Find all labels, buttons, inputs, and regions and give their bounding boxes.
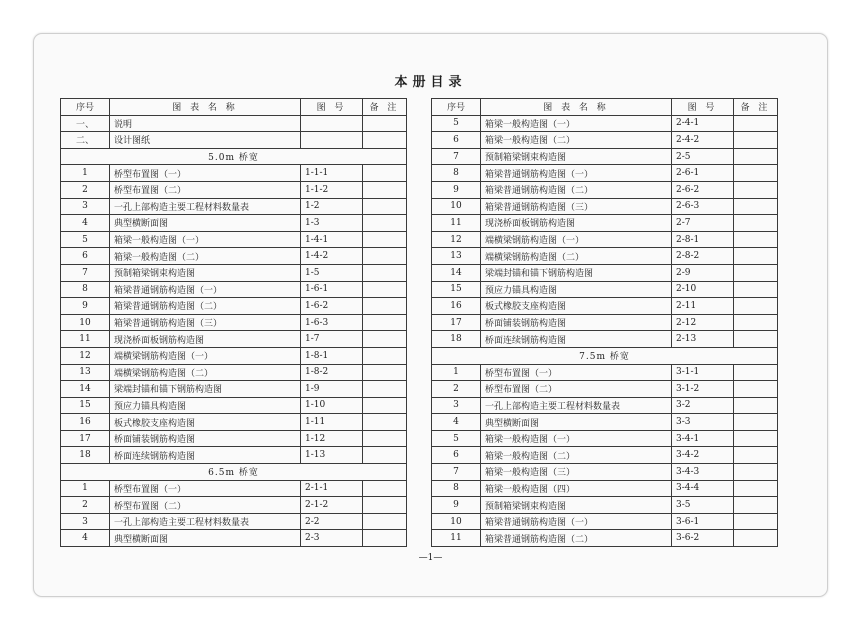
row-number: 5 — [61, 231, 110, 248]
drawing-name: 典型横断面图 — [481, 414, 672, 431]
table-row — [432, 215, 778, 232]
remark-cell — [734, 314, 778, 331]
toc-table-right — [431, 98, 778, 547]
drawing-code: 2-6-1 — [672, 165, 734, 182]
row-number: 6 — [432, 447, 481, 464]
table-row — [61, 264, 407, 281]
drawing-code: 2-13 — [672, 331, 734, 348]
remark-cell — [363, 281, 407, 298]
remark-cell — [363, 364, 407, 381]
remark-cell — [734, 331, 778, 348]
drawing-code: 2-2 — [301, 513, 363, 530]
drawing-name: 箱梁一般构造图（一） — [481, 115, 672, 132]
table-row — [61, 331, 407, 348]
row-number: 8 — [432, 165, 481, 182]
drawing-code: 2-11 — [672, 298, 734, 315]
row-number: 2 — [61, 497, 110, 514]
drawing-name: 箱梁一般构造图（三） — [481, 464, 672, 481]
table-row — [432, 115, 778, 132]
drawing-code: 1-7 — [301, 331, 363, 348]
table-row — [61, 497, 407, 514]
remark-cell — [363, 231, 407, 248]
drawing-name: 箱梁一般构造图（一） — [110, 231, 301, 248]
row-number: 11 — [432, 530, 481, 547]
table-row — [61, 430, 407, 447]
remark-cell — [363, 248, 407, 265]
header-no: 序号 — [432, 99, 481, 116]
drawing-code: 3-6-1 — [672, 513, 734, 530]
remark-cell — [363, 397, 407, 414]
drawing-code: 3-5 — [672, 497, 734, 514]
drawing-name: 箱梁普通钢筋构造图（三） — [481, 198, 672, 215]
table-row — [432, 165, 778, 182]
table-row — [61, 132, 407, 149]
row-number: 9 — [432, 181, 481, 198]
drawing-name: 箱梁一般构造图（二） — [110, 248, 301, 265]
drawing-code: 1-5 — [301, 264, 363, 281]
row-number: 4 — [61, 215, 110, 232]
drawing-code — [301, 115, 363, 132]
row-number: 12 — [432, 231, 481, 248]
drawing-name: 梁端封锚和锚下钢筋构造图 — [110, 381, 301, 398]
row-number: 8 — [61, 281, 110, 298]
drawing-name: 板式橡胶支座构造图 — [110, 414, 301, 431]
drawing-name: 箱梁普通钢筋构造图（三） — [110, 314, 301, 331]
row-number: 一、 — [61, 115, 110, 132]
drawing-code: 3-3 — [672, 414, 734, 431]
remark-cell — [363, 497, 407, 514]
drawing-code — [301, 132, 363, 149]
remark-cell — [363, 530, 407, 547]
drawing-code: 1-13 — [301, 447, 363, 464]
drawing-code: 1-1-1 — [301, 165, 363, 182]
drawing-code: 1-3 — [301, 215, 363, 232]
row-number: 10 — [432, 513, 481, 530]
drawing-name: 说明 — [110, 115, 301, 132]
row-number: 18 — [432, 331, 481, 348]
drawing-name: 端横梁钢筋构造图（一） — [110, 347, 301, 364]
toc-body-right — [432, 115, 778, 546]
header-note: 备 注 — [363, 99, 407, 116]
table-row — [432, 530, 778, 547]
table-row — [432, 198, 778, 215]
drawing-name: 桥型布置图（二） — [481, 381, 672, 398]
drawing-code: 1-9 — [301, 381, 363, 398]
drawing-name: 箱梁普通钢筋构造图（二） — [481, 530, 672, 547]
drawing-code: 3-4-2 — [672, 447, 734, 464]
drawing-code: 1-6-2 — [301, 298, 363, 315]
drawing-code: 2-4-1 — [672, 115, 734, 132]
table-row — [432, 264, 778, 281]
remark-cell — [734, 480, 778, 497]
remark-cell — [734, 298, 778, 315]
drawing-code: 2-1-2 — [301, 497, 363, 514]
table-row — [61, 165, 407, 182]
table-row — [61, 248, 407, 265]
table-row — [61, 381, 407, 398]
table-row — [61, 447, 407, 464]
drawing-code: 3-4-4 — [672, 480, 734, 497]
table-row — [61, 298, 407, 315]
table-row — [61, 181, 407, 198]
drawing-name: 桥面连续钢筋构造图 — [481, 331, 672, 348]
drawing-code: 2-3 — [301, 530, 363, 547]
remark-cell — [363, 215, 407, 232]
remark-cell — [363, 165, 407, 182]
drawing-code: 2-7 — [672, 215, 734, 232]
drawing-name: 一孔上部构造主要工程材料数量表 — [481, 397, 672, 414]
remark-cell — [734, 281, 778, 298]
row-number: 7 — [432, 464, 481, 481]
remark-cell — [734, 248, 778, 265]
row-number: 4 — [432, 414, 481, 431]
row-number: 2 — [61, 181, 110, 198]
row-number: 2 — [432, 381, 481, 398]
remark-cell — [734, 414, 778, 431]
table-row — [61, 314, 407, 331]
row-number: 15 — [61, 397, 110, 414]
row-number: 10 — [432, 198, 481, 215]
section-heading: 7.5m 桥宽 — [432, 347, 778, 364]
table-row — [432, 314, 778, 331]
drawing-code: 2-8-1 — [672, 231, 734, 248]
drawing-name: 桥面铺装钢筋构造图 — [481, 314, 672, 331]
row-number: 3 — [61, 198, 110, 215]
remark-cell — [734, 397, 778, 414]
row-number: 5 — [432, 430, 481, 447]
remark-cell — [734, 132, 778, 149]
toc-table-left — [60, 98, 407, 547]
remark-cell — [734, 231, 778, 248]
row-number: 15 — [432, 281, 481, 298]
drawing-code: 1-8-1 — [301, 347, 363, 364]
table-row — [432, 132, 778, 149]
drawing-name: 预制箱梁钢束构造图 — [110, 264, 301, 281]
drawing-name: 典型横断面图 — [110, 215, 301, 232]
drawing-name: 预应力锚具构造图 — [481, 281, 672, 298]
drawing-name: 箱梁普通钢筋构造图（一） — [481, 513, 672, 530]
row-number: 14 — [61, 381, 110, 398]
drawing-name: 箱梁一般构造图（四） — [481, 480, 672, 497]
remark-cell — [363, 430, 407, 447]
remark-cell — [734, 530, 778, 547]
table-row — [61, 215, 407, 232]
drawing-name: 箱梁一般构造图（二） — [481, 447, 672, 464]
drawing-name: 端横梁钢筋构造图（二） — [481, 248, 672, 265]
row-number: 7 — [61, 264, 110, 281]
drawing-code: 3-1-1 — [672, 364, 734, 381]
drawing-code: 1-12 — [301, 430, 363, 447]
drawing-name: 箱梁普通钢筋构造图（二） — [481, 181, 672, 198]
drawing-code: 1-8-2 — [301, 364, 363, 381]
drawing-name: 预制箱梁钢束构造图 — [481, 148, 672, 165]
remark-cell — [734, 115, 778, 132]
drawing-code: 1-6-3 — [301, 314, 363, 331]
drawing-code: 2-9 — [672, 264, 734, 281]
table-row — [61, 281, 407, 298]
row-number: 17 — [61, 430, 110, 447]
row-number: 17 — [432, 314, 481, 331]
drawing-name: 端横梁钢筋构造图（一） — [481, 231, 672, 248]
drawing-code: 3-4-3 — [672, 464, 734, 481]
drawing-code: 1-10 — [301, 397, 363, 414]
table-row — [432, 148, 778, 165]
drawing-name: 桥面铺装钢筋构造图 — [110, 430, 301, 447]
row-number: 18 — [61, 447, 110, 464]
remark-cell — [734, 447, 778, 464]
remark-cell — [734, 264, 778, 281]
row-number: 12 — [61, 347, 110, 364]
drawing-name: 桥面连续钢筋构造图 — [110, 447, 301, 464]
row-number: 6 — [61, 248, 110, 265]
table-row — [432, 231, 778, 248]
drawing-name: 箱梁普通钢筋构造图（一） — [481, 165, 672, 182]
remark-cell — [363, 132, 407, 149]
header-no: 序号 — [61, 99, 110, 116]
remark-cell — [363, 181, 407, 198]
drawing-name: 桥型布置图（二） — [110, 181, 301, 198]
remark-cell — [734, 430, 778, 447]
table-row — [432, 480, 778, 497]
drawing-code: 2-12 — [672, 314, 734, 331]
table-row — [432, 497, 778, 514]
remark-cell — [734, 513, 778, 530]
row-number: 7 — [432, 148, 481, 165]
table-row — [432, 414, 778, 431]
drawing-name: 一孔上部构造主要工程材料数量表 — [110, 198, 301, 215]
drawing-code: 2-8-2 — [672, 248, 734, 265]
section-row — [61, 148, 407, 165]
row-number: 11 — [61, 331, 110, 348]
remark-cell — [734, 364, 778, 381]
row-number: 9 — [432, 497, 481, 514]
page-number: —1— — [418, 553, 443, 563]
table-row — [61, 513, 407, 530]
drawing-name: 板式橡胶支座构造图 — [481, 298, 672, 315]
drawing-code: 2-4-2 — [672, 132, 734, 149]
row-number: 3 — [432, 397, 481, 414]
header-note: 备 注 — [734, 99, 778, 116]
header-code: 图 号 — [301, 99, 363, 116]
table-row — [61, 231, 407, 248]
drawing-code: 2-10 — [672, 281, 734, 298]
row-number: 8 — [432, 480, 481, 497]
row-number: 1 — [61, 480, 110, 497]
remark-cell — [734, 181, 778, 198]
remark-cell — [363, 264, 407, 281]
table-row — [61, 397, 407, 414]
row-number: 6 — [432, 132, 481, 149]
remark-cell — [363, 480, 407, 497]
drawing-name: 预制箱梁钢束构造图 — [481, 497, 672, 514]
remark-cell — [363, 447, 407, 464]
table-row — [61, 530, 407, 547]
drawing-name: 桥型布置图（一） — [110, 165, 301, 182]
drawing-code: 3-1-2 — [672, 381, 734, 398]
drawing-name: 预应力锚具构造图 — [110, 397, 301, 414]
row-number: 4 — [61, 530, 110, 547]
remark-cell — [363, 414, 407, 431]
remark-cell — [363, 381, 407, 398]
drawing-code: 2-6-2 — [672, 181, 734, 198]
remark-cell — [734, 464, 778, 481]
table-row — [432, 298, 778, 315]
drawing-code: 1-2 — [301, 198, 363, 215]
section-heading: 5.0m 桥宽 — [61, 148, 407, 165]
remark-cell — [363, 331, 407, 348]
drawing-name: 桥型布置图（一） — [110, 480, 301, 497]
toc-body-left — [61, 115, 407, 546]
drawing-name: 端横梁钢筋构造图（二） — [110, 364, 301, 381]
drawing-name: 梁端封锚和锚下钢筋构造图 — [481, 264, 672, 281]
drawing-name: 箱梁一般构造图（二） — [481, 132, 672, 149]
drawing-code: 1-6-1 — [301, 281, 363, 298]
drawing-code: 2-5 — [672, 148, 734, 165]
table-row — [432, 364, 778, 381]
remark-cell — [734, 165, 778, 182]
table-row — [61, 414, 407, 431]
row-number: 13 — [432, 248, 481, 265]
drawing-name: 箱梁一般构造图（一） — [481, 430, 672, 447]
table-row — [432, 513, 778, 530]
table-row — [432, 281, 778, 298]
remark-cell — [363, 347, 407, 364]
remark-cell — [734, 148, 778, 165]
table-row — [432, 447, 778, 464]
drawing-code: 3-6-2 — [672, 530, 734, 547]
table-row — [432, 331, 778, 348]
row-number: 5 — [432, 115, 481, 132]
remark-cell — [363, 198, 407, 215]
drawing-name: 一孔上部构造主要工程材料数量表 — [110, 513, 301, 530]
drawing-code: 1-1-2 — [301, 181, 363, 198]
remark-cell — [734, 198, 778, 215]
row-number: 13 — [61, 364, 110, 381]
table-row — [61, 115, 407, 132]
remark-cell — [363, 298, 407, 315]
remark-cell — [734, 497, 778, 514]
row-number: 1 — [432, 364, 481, 381]
table-row — [61, 347, 407, 364]
section-heading: 6.5m 桥宽 — [61, 464, 407, 481]
drawing-name: 典型横断面图 — [110, 530, 301, 547]
header-name: 图 表 名 称 — [481, 99, 672, 116]
table-row — [432, 464, 778, 481]
table-row — [61, 480, 407, 497]
table-row — [432, 381, 778, 398]
drawing-name: 现浇桥面板钢筋构造图 — [481, 215, 672, 232]
row-number: 1 — [61, 165, 110, 182]
remark-cell — [734, 215, 778, 232]
remark-cell — [363, 314, 407, 331]
drawing-code: 2-1-1 — [301, 480, 363, 497]
document-page — [33, 33, 828, 597]
drawing-code: 1-4-2 — [301, 248, 363, 265]
table-row — [61, 364, 407, 381]
row-number: 16 — [61, 414, 110, 431]
drawing-code: 3-4-1 — [672, 430, 734, 447]
drawing-name: 箱梁普通钢筋构造图（二） — [110, 298, 301, 315]
drawing-name: 桥型布置图（二） — [110, 497, 301, 514]
row-number: 14 — [432, 264, 481, 281]
drawing-name: 桥型布置图（一） — [481, 364, 672, 381]
table-row — [432, 248, 778, 265]
table-header-row — [432, 99, 778, 116]
drawing-name: 设计图纸 — [110, 132, 301, 149]
row-number: 16 — [432, 298, 481, 315]
row-number: 10 — [61, 314, 110, 331]
drawing-code: 2-6-3 — [672, 198, 734, 215]
section-row — [432, 347, 778, 364]
drawing-name: 现浇桥面板钢筋构造图 — [110, 331, 301, 348]
page-title: 本册目录 — [394, 75, 467, 90]
header-name: 图 表 名 称 — [110, 99, 301, 116]
remark-cell — [734, 381, 778, 398]
drawing-code: 3-2 — [672, 397, 734, 414]
header-code: 图 号 — [672, 99, 734, 116]
table-row — [432, 181, 778, 198]
drawing-name: 箱梁普通钢筋构造图（一） — [110, 281, 301, 298]
table-row — [432, 397, 778, 414]
remark-cell — [363, 513, 407, 530]
table-header-row — [61, 99, 407, 116]
section-row — [61, 464, 407, 481]
row-number: 9 — [61, 298, 110, 315]
table-row — [61, 198, 407, 215]
table-row — [432, 430, 778, 447]
remark-cell — [363, 115, 407, 132]
row-number: 11 — [432, 215, 481, 232]
drawing-code: 1-4-1 — [301, 231, 363, 248]
row-number: 3 — [61, 513, 110, 530]
row-number: 二、 — [61, 132, 110, 149]
drawing-code: 1-11 — [301, 414, 363, 431]
